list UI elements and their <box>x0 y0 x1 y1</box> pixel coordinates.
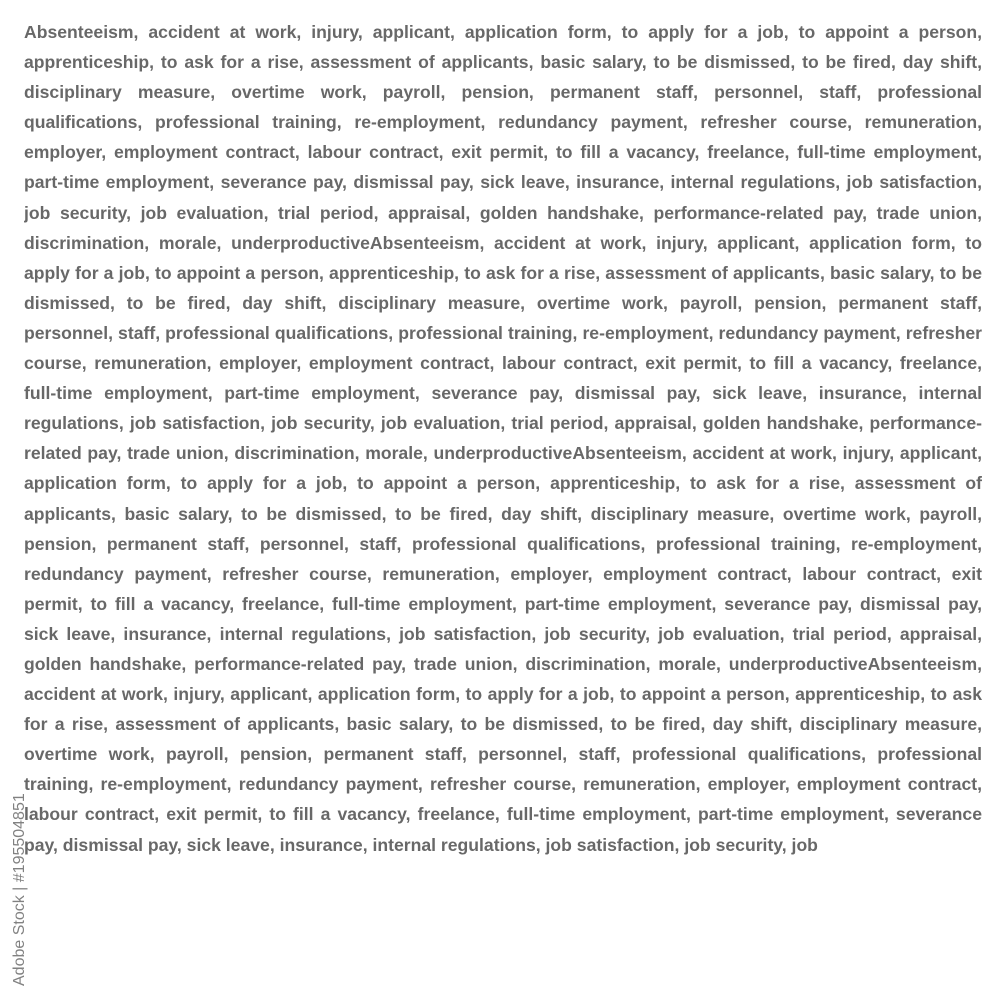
hr-vocabulary-text-block: Absenteeism, accident at work, injury, applicant, application form, to apply for a job, to appoint a person, apprenticeship, to ask for a rise, assessment of applicants, basic salary, to be dismissed, to be fired, day shift, disciplinary measure, overtime work, payroll, pension, permanent staff, personnel, staff, professional qualifications, professional training, re-employment, redundancy payment, refresher course, remuneration, employer, employment contract, labour contract, exit permit, to fill a vacancy, freelance, full-time employment, part-time employment, severance pay, dismissal pay, sick leave, insurance, internal regulations, job satisfaction, job security, job evaluation, trial period, appraisal, golden handshake, performance-related pay, trade union, discrimination, morale, underproductiveAbsenteeism, accident at work, injury, applicant, application form, to apply for a job, to appoint a person, apprenticeship, to ask for a rise, assessment of applicants, basic salary, to be dismissed, to be fired, day shift, disciplinary measure, overtime work, payroll, pension, permanent staff, personnel, staff, professional qualifications, professional training, re-employment, redundancy payment, refresher course, remuneration, employer, employment contract, labour contract, exit permit, to fill a vacancy, freelance, full-time employment, part-time employment, severance pay, dismissal pay, sick leave, insurance, internal regulations, job satisfaction, job security, job evaluation, trial period, appraisal, golden handshake, performance-related pay, trade union, discrimination, morale, underproductiveAbsenteeism, accident at work, injury, applicant, application form, to apply for a job, to appoint a person, apprenticeship, to ask for a rise, assessment of applicants, basic salary, to be dismissed, to be fired, day shift, disciplinary measure, overtime work, payroll, pension, permanent staff, personnel, staff, professional qualifications, professional training, re-employment, redundancy payment, refresher course, remuneration, employer, employment contract, labour contract, exit permit, to fill a vacancy, freelance, full-time employment, part-time employment, severance pay, dismissal pay, sick leave, insurance, internal regulations, job satisfaction, job security, job evaluation, trial period, appraisal, golden handshake, performance-related pay, trade union, discrimination, morale, underproductiveAbsenteeism, accident at work, injury, applicant, application form, to apply for a job, to appoint a person, apprenticeship, to ask for a rise, assessment of applicants, basic salary, to be dismissed, to be fired, day shift, disciplinary measure, overtime work, payroll, pension, permanent staff, personnel, staff, professional qualifications, professional training, re-employment, redundancy payment, refresher course, remuneration, employer, employment contract, labour contract, exit permit, to fill a vacancy, freelance, full-time employment, part-time employment, severance pay, dismissal pay, sick leave, insurance, internal regulations, job satisfaction, job security, job <box>24 22 982 855</box>
stock-watermark: Adobe Stock | #195504851 <box>11 793 28 986</box>
